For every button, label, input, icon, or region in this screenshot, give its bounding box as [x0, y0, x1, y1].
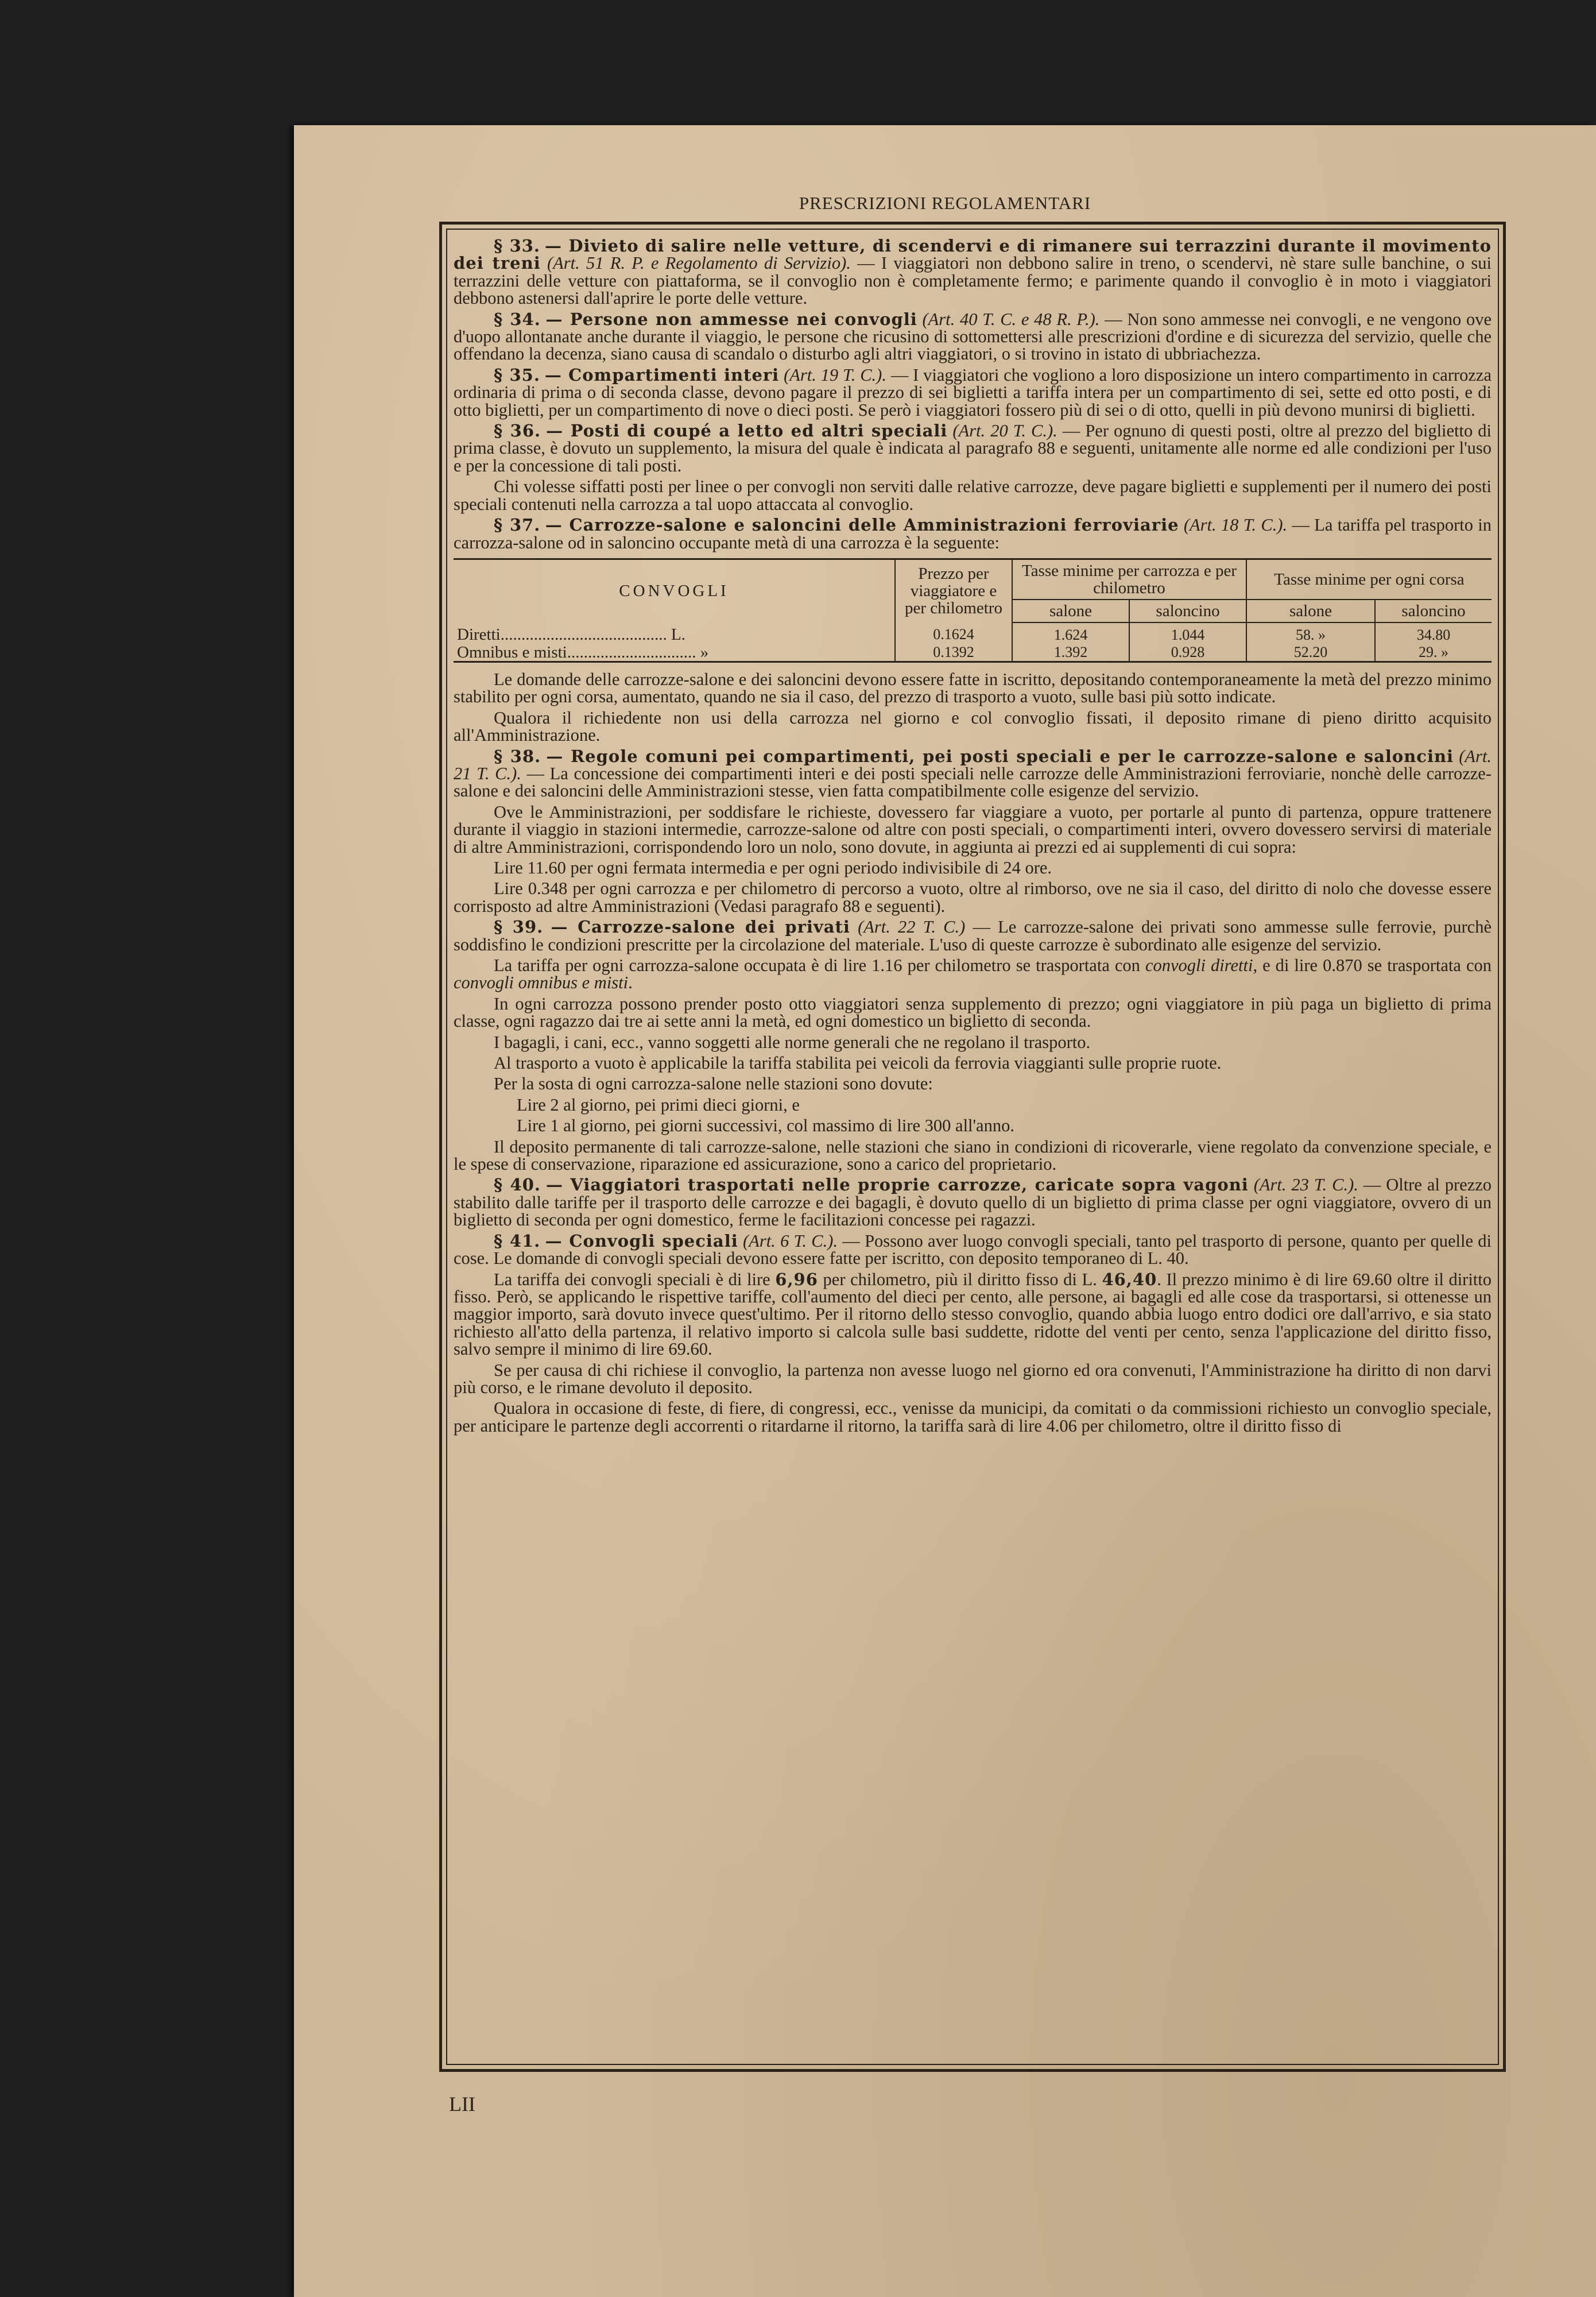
- section-38: [454, 748, 1492, 800]
- section-35-number: § 35.: [494, 365, 540, 385]
- cell-km-saloncino: 1.044: [1129, 622, 1246, 644]
- cell-corsa-salone: 52.20: [1246, 644, 1375, 662]
- cell-km-salone: 1.624: [1012, 622, 1129, 644]
- section-33-text: — I viaggiatori non debbono salire in treno, o scendervi, nè stare sulle banchine, o sui terrazzini delle vetture con piattaforma, se il convoglio non è completamente fermo; e parimente quando il convoglio è in moto i viaggiatori debbono astenersi dall'aprire le porte delle vetture.: [454, 253, 1492, 308]
- section-38-ref: (Art. 21 T. C.).: [454, 746, 1492, 783]
- section-39-paragraph-2: [454, 957, 1492, 992]
- body-text: [454, 237, 1492, 2058]
- section-41-number: § 41.: [494, 1231, 541, 1251]
- sub-salone-km: salone: [1012, 600, 1129, 622]
- section-37: [454, 516, 1492, 551]
- section-38-title: — Regole comuni pei compartimenti, pei posti speciali e per le carrozze-salone e saloncini: [546, 746, 1454, 766]
- table-row: [454, 644, 1492, 662]
- section-38-number: § 38.: [494, 746, 541, 766]
- section-35: [454, 366, 1492, 419]
- section-35-title: — Compartimenti interi: [544, 365, 780, 385]
- document-page: [294, 125, 1596, 2297]
- section-34-text: — Non sono ammesse nei convogli, e ne vengono ove d'uopo allontanate anche durante il viaggio, le persone che ricusino di sottomettersi alle prescrizioni d'ordine e di sicurezza del servizio, quelle che offendano la decenza, siano causa di scandalo o disturbo agli altri viaggiatori, o si trovino in istato di ubbriachezza.: [454, 309, 1492, 364]
- section-37-number: § 37.: [494, 515, 541, 535]
- section-35-text: — I viaggiatori che vogliono a loro disposizione un intero compartimento in carrozza ordinaria di prima o di seconda classe, devono pagare il prezzo di sei biglietti a tariffa intera per un compartimento di sei, sette ed otto posti, e di otto biglietti, per un compartimento di nove o dieci posti. Se però i viaggiatori fossero più di sei o di otto, quelli in più devono munirsi di biglietti.: [454, 365, 1492, 420]
- section-36-paragraph-2: Chi volesse siffatti posti per linee o per convogli non serviti dalle relative carrozze, deve pagare biglietti e supplementi per il numero dei posti speciali contenuti nella carrozza a tal uopo attaccata al convoglio.: [454, 477, 1492, 514]
- page-number: LII: [449, 2093, 475, 2116]
- after-table-paragraph-1: Le domande delle carrozze-salone e dei saloncini devono essere fatte in iscritto, depositando contemporaneamente la metà del prezzo minimo stabilito per ogni corsa, aumentato, quando ne sia il caso, del prezzo di trasporto a vuoto, sulle basi più sotto indicate.: [454, 669, 1492, 707]
- section-39-paragraph-8: Lire 1 al giorno, pei giorni successivi, col massimo di lire 300 all'anno.: [517, 1116, 1014, 1136]
- section-36-title: — Posti di coupé a letto ed altri speciali: [546, 421, 948, 441]
- section-40-ref: (Art. 23 T. C.).: [1253, 1175, 1358, 1195]
- cell-corsa-saloncino: 29. »: [1375, 644, 1492, 662]
- section-39-number: § 39.: [494, 917, 544, 937]
- section-41-text: — Possono aver luogo convogli speciali, tanto pel trasporto di persone, quanto per quelle di cose. Le domande di convogli speciali devono essere fatte per iscritto, con deposito temporaneo di L. 40.: [454, 1231, 1492, 1269]
- section-39-paragraph-4: I bagagli, i cani, ecc., vanno soggetti alle norme generali che ne regolano il trasporto.: [494, 1032, 1091, 1052]
- col-convogli: CONVOGLI: [619, 582, 729, 601]
- section-41-paragraph-4: Qualora in occasione di feste, di fiere, di congressi, ecc., venisse da municipi, da comitati o da commissioni richiesto un convoglio speciale, per anticipare le partenze degli accorrenti o ritardarne il ritorno, la tariffa sarà di lire 4.06 per chilometro, oltre il diritto fisso di: [454, 1398, 1492, 1436]
- text-run: La tariffa dei convogli speciali è di lire: [494, 1269, 776, 1289]
- col-prezzo: Prezzo per viaggiatore e per chilometro: [895, 559, 1012, 622]
- sub-saloncino-corsa: saloncino: [1375, 600, 1492, 622]
- cell-km-salone: 1.392: [1012, 644, 1129, 662]
- text-run-italic: convogli diretti: [1145, 956, 1253, 975]
- section-39-paragraph-6: Per la sosta di ogni carrozza-salone nelle stazioni sono dovute:: [494, 1074, 933, 1094]
- text-run: , e di lire 0.870 se trasportata con: [1253, 956, 1492, 975]
- section-41-ref: (Art. 6 T. C.).: [743, 1231, 838, 1251]
- section-34-ref: (Art. 40 T. C. e 48 R. P.).: [922, 309, 1100, 329]
- section-33-number: § 33.: [494, 237, 541, 256]
- cell-prezzo: 0.1624: [895, 622, 1012, 644]
- section-34: [454, 311, 1492, 363]
- section-36: [454, 422, 1492, 474]
- section-39-paragraph-5: Al trasporto a vuoto è applicabile la tariffa stabilita pei veicoli da ferrovia viaggianti sulle proprie ruote.: [494, 1053, 1222, 1073]
- section-35-ref: (Art. 19 T. C.).: [784, 365, 886, 385]
- cell-km-saloncino: 0.928: [1129, 644, 1246, 662]
- section-39-paragraph-3: In ogni carrozza possono prender posto otto viaggiatori senza supplemento di prezzo; ogni viaggiatore in più paga un biglietto di prima classe, ogni ragazzo dai tre ai sette anni la metà, ed ogni domestico un biglietto di seconda.: [454, 993, 1492, 1031]
- section-37-ref: (Art. 18 T. C.).: [1183, 515, 1288, 535]
- text-run: per chilometro, più il diritto fisso di L.: [818, 1269, 1102, 1289]
- section-33-title: — Divieto di salire nelle vetture, di scendervi e di rimanere sui terrazzini durante il movimento dei treni: [454, 237, 1492, 273]
- text-run-bold: 46,40: [1102, 1269, 1157, 1289]
- text-run-italic: convogli omnibus e misti: [454, 973, 629, 993]
- after-table-paragraph-2: Qualora il richiedente non usi della carrozza nel giorno e col convoglio fissati, il deposito rimane di pieno diritto acquisito all'Amministrazione.: [454, 707, 1492, 745]
- section-40: [454, 1176, 1492, 1228]
- section-33: [454, 237, 1492, 307]
- section-39: [454, 918, 1492, 953]
- section-40-title: — Viaggiatori trasportati nelle proprie carrozze, caricate sopra vagoni: [545, 1175, 1249, 1195]
- section-38-text: — La concessione dei compartimenti interi e dei posti speciali nelle carrozze delle Amministrazioni ferroviarie, nonchè delle carrozze-salone e dei saloncini delle Amministrazioni stesse, vien fatta compatibilmente colle esigenze del servizio.: [454, 763, 1492, 801]
- row-label: Omnibus e misti............................... »: [457, 643, 709, 662]
- text-run-bold: 6,96: [775, 1269, 818, 1289]
- section-37-title: — Carrozze-salone e saloncini delle Amministrazioni ferroviarie: [545, 515, 1179, 535]
- section-41-paragraph-3: Se per causa di chi richiese il convoglio, la partenza non avesse luogo nel giorno ed ora convenuti, l'Amministrazione ha diritto di non darvi più corso, e le rimane devoluto il deposito.: [454, 1360, 1492, 1397]
- section-41: [454, 1232, 1492, 1267]
- col-tasse-corsa: Tasse minime per ogni corsa: [1246, 559, 1492, 600]
- section-36-number: § 36.: [494, 421, 541, 441]
- section-40-text: — Oltre al prezzo stabilito dalle tariffe per il trasporto delle carrozze e dei bagagli, è dovuto quello di un biglietto di prima classe per ogni viaggiatore, ovvero di un biglietto di seconda per ogni domestico, ferme le facilitazioni concesse pei ragazzi.: [454, 1175, 1492, 1230]
- section-38-paragraph-4: Lire 0.348 per ogni carrozza e per chilometro di percorso a vuoto, oltre al rimborso, ove ne sia il caso, del diritto di nolo che dovesse essere corrisposto ad altre Amministrazioni (Vedasi paragrafo 88 e seguenti).: [454, 879, 1492, 916]
- text-run: .: [628, 973, 633, 993]
- text-run: La tariffa per ogni carrozza-salone occupata è di lire 1.16 per chilometro se trasportata con: [494, 956, 1145, 975]
- section-34-number: § 34.: [494, 309, 541, 329]
- sub-saloncino-km: saloncino: [1129, 600, 1246, 622]
- section-38-paragraph-2: Ove le Amministrazioni, per soddisfare le richieste, dovessero far viaggiare a vuoto, per portarle al punto di partenza, oppure trattenere durante il viaggio in stazioni intermedie, carrozze-salone od altre con posti speciali, o compartimenti interi, ovvero dovessero servirsi di materiale di altre Amministrazioni, corrispondendo loro un nolo, sono dovute, in aggiunta ai prezzi ed ai supplementi di cui sopra:: [454, 802, 1492, 857]
- section-38-paragraph-3: Lire 11.60 per ogni fermata intermedia e per ogni periodo indivisibile di 24 ore.: [494, 857, 1052, 877]
- running-head: PRESCRIZIONI REGOLAMENTARI: [799, 193, 1091, 213]
- section-39-paragraph-9: Il deposito permanente di tali carrozze-salone, nelle stazioni che siano in condizioni di ricoverarle, viene regolato da convenzione speciale, e le spese di conservazione, riparazione ed assicurazione, sono a carico del proprietario.: [454, 1136, 1492, 1174]
- text-frame: [439, 222, 1506, 2072]
- col-tasse-km: Tasse minime per carrozza e per chilometro: [1012, 559, 1246, 600]
- row-label: Diretti........................................ L.: [457, 625, 685, 644]
- fare-table: [454, 558, 1492, 663]
- section-37-text: — La tariffa pel trasporto in carrozza-salone od in saloncino occupante metà di una carrozza è la seguente:: [454, 515, 1492, 552]
- section-39-paragraph-7: Lire 2 al giorno, pei primi dieci giorni, e: [517, 1095, 800, 1115]
- section-39-ref: (Art. 22 T. C.): [858, 917, 966, 937]
- section-36-ref: (Art. 20 T. C.).: [952, 421, 1057, 441]
- section-36-text: — Per ognuno di questi posti, oltre al prezzo del biglietto di prima classe, è dovuto un supplemento, la misura del quale è indicata al paragrafo 88 e seguenti, unitamente alle norme ed alle condizioni per l'uso e per la concessione di tali posti.: [454, 421, 1492, 475]
- section-39-title: — Carrozze-salone dei privati: [551, 917, 850, 937]
- cell-corsa-salone: 58. »: [1246, 622, 1375, 644]
- cell-corsa-saloncino: 34.80: [1375, 622, 1492, 644]
- cell-prezzo: 0.1392: [895, 644, 1012, 662]
- text-run: . Il prezzo minimo è di lire 69.60 oltre il diritto fisso. Però, se applicando le rispettive tariffe, coll'aumento del dieci per cento, alle persone, ai bagagli ed alle cose da trasportarsi, si ottenesse un maggior importo, sarà dovuto invece quest'ultimo. Per il ritorno dello stesso convoglio, quando abbia luogo entro dodici ore dall'arrivo, e sia stato richiesto all'atto della partenza, il relativo importo si calcola sulle basi suddette, ridotte del venti per cento, senza l'applicazione del diritto fisso, salvo sempre il minimo di lire 69.60.: [454, 1269, 1492, 1359]
- section-39-text: — Le carrozze-salone dei privati sono ammesse sulle ferrovie, purchè soddisfino le condizioni prescritte per la circolazione del materiale. L'uso di queste carrozze è subordinato alle esigenze del servizio.: [454, 917, 1492, 954]
- section-40-number: § 40.: [494, 1175, 541, 1195]
- section-41-title: — Convogli speciali: [545, 1231, 738, 1251]
- section-41-paragraph-2: [454, 1271, 1492, 1358]
- section-34-title: — Persone non ammesse nei convogli: [545, 309, 917, 329]
- table-row: [454, 622, 1492, 644]
- section-33-ref: (Art. 51 R. P. e Regolamento di Servizio).: [547, 253, 851, 273]
- sub-salone-corsa: salone: [1246, 600, 1375, 622]
